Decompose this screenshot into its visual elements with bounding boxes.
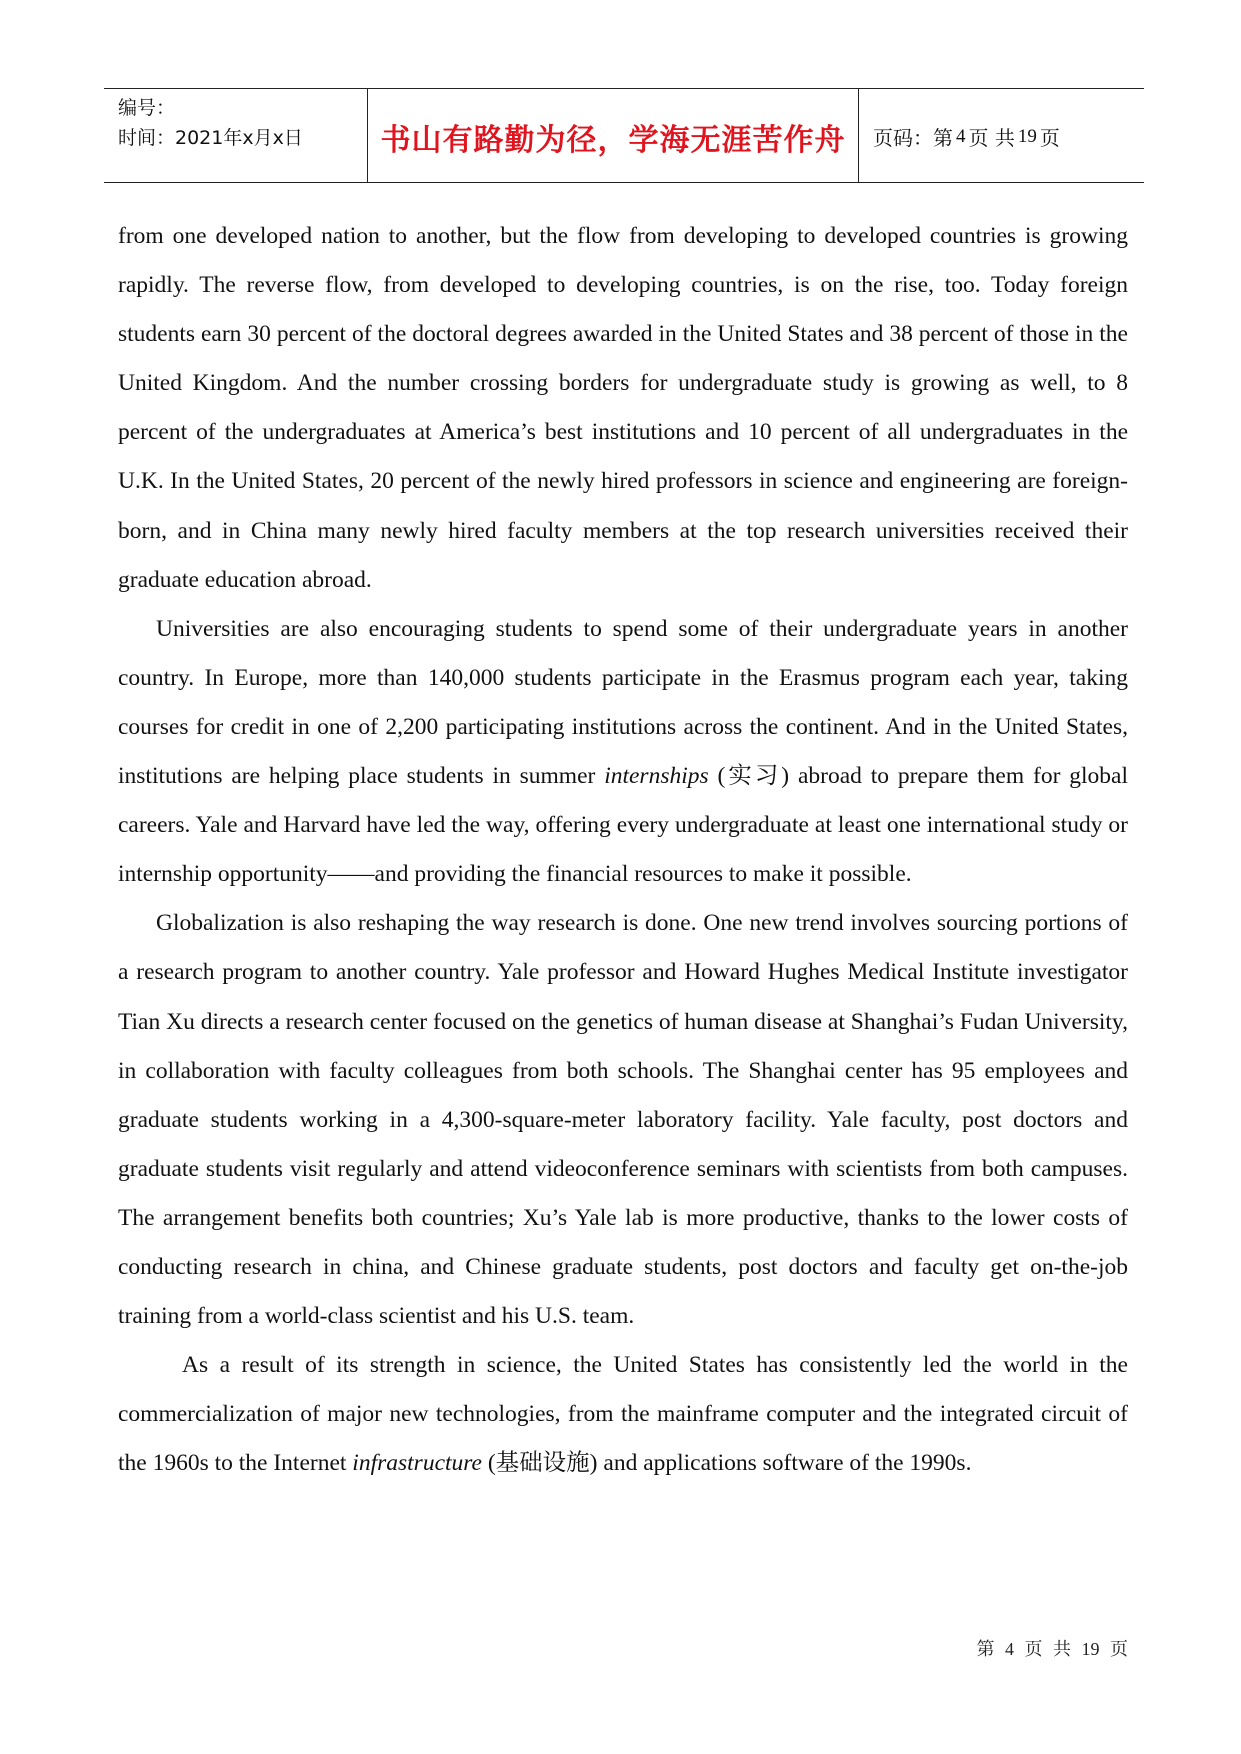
paragraph-1: from one developed nation to another, but the flow from developing to developed countries is growing rapidly. The reverse flow, from developed to developing countries, is on the rise, too. Today foreign students earn 30 percent of the doctoral degrees awarded in the United States and 38 percent of those in the United Kingdom. And the number crossing borders for undergraduate study is growing as well, to 8 percent of the undergraduates at America’s best institutions and 10 percent of all undergraduates in the U.K. In the United States, 20 percent of the newly hired professors in science and engineering are foreign-born, and in China many newly hired faculty members at the top research universities received their graduate education abroad. <box>118 223 1128 593</box>
paragraph-2-text-b: (实习) abroad to prepare them for global careers. Yale and Harvard have led the way, offering every undergraduate at least one international study or internship opportunity——and providing the financial resources to make it possible. <box>118 763 1128 888</box>
paragraph-4-italic-term: infrastructure <box>352 1450 482 1477</box>
page-number: 4 <box>956 125 966 147</box>
time-label: 时间：2021年x月x日 <box>118 127 303 149</box>
paragraph-2-italic-term: internships <box>604 763 709 790</box>
page-header <box>104 88 1144 183</box>
paragraph-2 <box>118 605 1128 900</box>
paragraph-3: Globalization is also reshaping the way research is done. One new trend involves sourcing portions of a research program to another country. Yale professor and Howard Hughes Medical Institute investigator Tian Xu directs a research center focused on the genetics of human disease at Shanghai’s Fudan University, in collaboration with faculty colleagues from both schools. The Shanghai center has 95 employees and graduate students working in a 4,300-square-meter laboratory facility. Yale faculty, post doctors and graduate students visit regularly and attend videoconference seminars with scientists from both campuses. The arrangement benefits both countries; Xu’s Yale lab is more productive, thanks to the lower costs of conducting research in china, and Chinese graduate students, post doctors and faculty get on-the-job training from a world-class scientist and his U.S. team. <box>118 910 1128 1330</box>
page-footer: 第 4 页 共 19 页 <box>976 1639 1128 1659</box>
document-body <box>118 212 1128 1488</box>
serial-label: 编号： <box>118 97 176 119</box>
paragraph-2-text-a: Universities are also encouraging students to spend some of their undergraduate years in another country. In Europe, more than 140,000 students participate in the Erasmus program each year, taking courses for credit in one of 2,200 participating institutions across the continent. And in the United States, institutions are helping place students in summer <box>118 615 1128 790</box>
paragraph-4-text-a: As a result of its strength in science, the United States has consistently led the world in the commercialization of major new technologies, from the mainframe computer and the integrated circuit of the 1960s to the Internet <box>118 1352 1128 1477</box>
header-motto: 书山有路勤为径，学海无涯苦作舟 <box>368 89 859 182</box>
paragraph-4-text-b: (基础设施) and applications software of the 1990s. <box>481 1450 972 1477</box>
header-meta-cell <box>104 89 368 182</box>
page-label-suffix: 页 <box>1039 126 1060 150</box>
paragraph-4 <box>118 1341 1128 1488</box>
header-page-info <box>859 89 1144 182</box>
page-label-mid: 页 共 <box>968 126 1015 150</box>
page-total: 19 <box>1017 125 1037 147</box>
page-label-prefix: 页码：第 <box>873 126 953 150</box>
